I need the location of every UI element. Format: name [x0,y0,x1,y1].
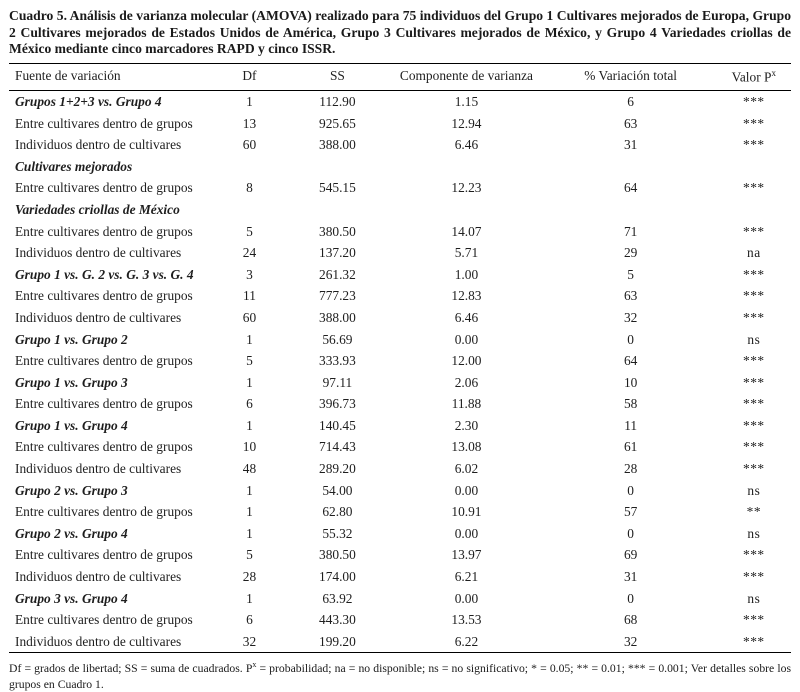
cell-componente-de-varianza: 13.08 [451,439,482,455]
cell-df: 1 [246,590,253,606]
cell-df: 8 [246,180,253,196]
cell-valor-p: *** [743,396,765,412]
cell-fuente-de-variacion: Entre cultivares dentro de grupos [15,396,193,412]
cell-valor-p: ns [747,482,761,498]
cell-ss: 140.45 [319,417,356,433]
cell-valor-p: *** [743,461,765,477]
cell-fuente-de-variacion: Entre cultivares dentro de grupos [15,288,193,304]
cell-fuente-de-variacion: Grupo 3 vs. Grupo 4 [15,590,128,606]
cell-valor-p: ns [747,590,761,606]
cell-df: 5 [246,353,253,369]
cell-ss: 261.32 [319,266,356,282]
cell-fuente-de-variacion: Grupo 1 vs. G. 2 vs. G. 3 vs. G. 4 [15,266,194,282]
column-header-pct-variacion-total: % Variación total [545,63,717,90]
cell-componente-de-varianza: 14.07 [451,223,482,239]
table-row [9,177,791,199]
cell-pct-variacion-total: 58 [623,396,638,412]
table-row [9,221,791,243]
cell-fuente-de-variacion: Individuos dentro de cultivares [15,461,182,477]
cell-ss: 62.80 [322,504,353,520]
cell-valor-p [717,199,791,221]
cell-componente-de-varianza: 6.46 [454,137,479,153]
cell-df: 5 [246,547,253,563]
table-row [9,415,791,437]
cell-fuente-de-variacion: Grupo 2 vs. Grupo 3 [15,482,128,498]
cell-df: 1 [246,331,253,347]
cell-ss: 380.50 [319,223,356,239]
table-row [9,458,791,480]
cell-pct-variacion-total: 5 [627,266,634,282]
cell-fuente-de-variacion: Grupos 1+2+3 vs. Grupo 4 [15,93,162,109]
cell-valor-p: *** [743,439,765,455]
cell-fuente-de-variacion: Individuos dentro de cultivares [15,137,182,153]
table-row [9,242,791,264]
cell-pct-variacion-total: 57 [623,504,638,520]
table-row [9,156,791,178]
cell-valor-p: *** [743,223,765,239]
table-row [9,350,791,372]
valor-p-superscript: x [771,67,776,78]
cell-ss [287,156,389,178]
cell-ss: 388.00 [319,137,356,153]
cell-df: 1 [246,374,253,390]
table-caption [9,8,791,58]
cell-df [212,156,286,178]
cell-df: 28 [242,569,257,585]
cell-componente-de-varianza: 2.30 [454,417,479,433]
column-header-valor-p [717,63,791,90]
cell-fuente-de-variacion: Variedades criollas de México [15,201,180,217]
table-row [9,631,791,653]
cell-componente-de-varianza: 13.53 [451,612,482,628]
cell-ss: 97.11 [322,374,353,390]
cell-df: 5 [246,223,253,239]
table-row [9,544,791,566]
cell-ss: 714.43 [319,439,356,455]
cell-df: 32 [212,631,286,653]
cell-ss: 112.90 [319,93,356,109]
cell-valor-p: *** [743,417,765,433]
cell-df: 3 [246,266,253,282]
cell-pct-variacion-total [545,199,717,221]
cell-ss [287,199,389,221]
cell-fuente-de-variacion: Entre cultivares dentro de grupos [15,547,193,563]
cell-fuente-de-variacion: Entre cultivares dentro de grupos [15,115,193,131]
cell-fuente-de-variacion: Entre cultivares dentro de grupos [15,353,193,369]
cell-pct-variacion-total: 0 [627,482,634,498]
table-row [9,113,791,135]
cell-componente-de-varianza: 6.02 [454,461,479,477]
cell-pct-variacion-total: 11 [624,417,638,433]
cell-valor-p: *** [743,569,765,585]
cell-df: 60 [242,137,257,153]
column-header-df: Df [212,63,286,90]
cell-componente-de-varianza: 1.00 [454,266,479,282]
cell-fuente-de-variacion: Cultivares mejorados [15,158,133,174]
cell-pct-variacion-total [545,156,717,178]
cell-df: 48 [242,461,257,477]
cell-componente-de-varianza: 0.00 [454,590,479,606]
cell-componente-de-varianza: 12.23 [451,180,482,196]
cell-df: 1 [246,482,253,498]
cell-pct-variacion-total: 64 [623,353,638,369]
cell-valor-p: *** [743,353,765,369]
cell-df: 6 [246,612,253,628]
cell-df: 60 [242,309,257,325]
cell-componente-de-varianza: 6.46 [454,309,479,325]
cell-pct-variacion-total: 6 [627,93,634,109]
cell-df: 24 [242,245,257,261]
cell-ss: 63.92 [322,590,353,606]
cell-pct-variacion-total: 31 [623,137,638,153]
cell-pct-variacion-total: 32 [545,631,717,653]
column-header-componente-de-varianza: Componente de varianza [388,63,544,90]
amova-table-body [9,90,791,652]
cell-pct-variacion-total: 0 [627,525,634,541]
cell-componente-de-varianza [388,199,544,221]
table-row [9,307,791,329]
cell-ss: 777.23 [319,288,356,304]
cell-df: 6 [246,396,253,412]
cell-df: 10 [242,439,257,455]
table-row [9,436,791,458]
table-row [9,393,791,415]
cell-valor-p: *** [743,266,765,282]
cell-ss: 333.93 [319,353,356,369]
cell-componente-de-varianza: 12.00 [451,353,482,369]
cell-fuente-de-variacion: Individuos dentro de cultivares [15,245,182,261]
cell-componente-de-varianza: 0.00 [454,482,479,498]
cell-componente-de-varianza: 10.91 [451,504,482,520]
cell-valor-p: *** [743,115,765,131]
table-footnote [9,657,791,691]
cell-ss: 443.30 [319,612,356,628]
cell-ss: 56.69 [322,331,353,347]
cell-ss: 289.20 [319,461,356,477]
cell-df: 1 [246,525,253,541]
column-header-fuente-de-variacion: Fuente de variación [9,63,212,90]
cell-valor-p: *** [743,547,765,563]
header-row [9,63,791,90]
cell-df: 1 [246,504,253,520]
cell-pct-variacion-total: 0 [627,331,634,347]
cell-fuente-de-variacion: Entre cultivares dentro de grupos [15,223,193,239]
cell-ss: 137.20 [319,245,356,261]
cell-pct-variacion-total: 10 [623,374,638,390]
cell-fuente-de-variacion: Entre cultivares dentro de grupos [15,180,193,196]
cell-ss: 174.00 [319,569,356,585]
cell-componente-de-varianza: 6.21 [454,569,479,585]
table-row [9,372,791,394]
footnote-part2: = probabilidad; na = no disponible; ns = no significativo; * = 0.05; ** = 0.01; *** = 0.001; Ver detalles sobre los grupos en Cuadro 1. [9,662,792,691]
column-header-ss: SS [287,63,389,90]
cell-fuente-de-variacion: Individuos dentro de cultivares [15,569,182,585]
cell-componente-de-varianza [388,156,544,178]
cell-ss: 396.73 [319,396,356,412]
table-row [9,609,791,631]
cell-ss: 380.50 [319,547,356,563]
footnote-part1: Df = grados de libertad; SS = suma de cuadrados. P [9,662,253,676]
cell-fuente-de-variacion: Grupo 1 vs. Grupo 4 [15,417,128,433]
cell-pct-variacion-total: 31 [623,569,638,585]
cell-componente-de-varianza: 12.94 [451,115,482,131]
cell-valor-p: *** [743,309,765,325]
cell-pct-variacion-total: 71 [623,223,638,239]
cell-ss: 54.00 [322,482,353,498]
cell-componente-de-varianza: 0.00 [454,331,479,347]
cell-valor-p: *** [717,631,791,653]
cell-ss: 545.15 [319,180,356,196]
cell-pct-variacion-total: 61 [623,439,638,455]
footnote-p-superscript: x [252,660,257,670]
cell-pct-variacion-total: 29 [623,245,638,261]
cell-fuente-de-variacion: Entre cultivares dentro de grupos [15,439,193,455]
cell-fuente-de-variacion: Individuos dentro de cultivares [15,309,182,325]
cell-df: 11 [243,288,256,304]
cell-fuente-de-variacion: Grupo 1 vs. Grupo 2 [15,331,128,347]
cell-df: 13 [242,115,257,131]
table-row [9,480,791,502]
cell-valor-p: *** [743,180,765,196]
cell-valor-p: *** [743,288,765,304]
cell-pct-variacion-total: 63 [623,115,638,131]
cell-valor-p: *** [743,374,765,390]
cell-fuente-de-variacion: Grupo 2 vs. Grupo 4 [15,525,128,541]
cell-valor-p: na [747,245,761,261]
table-row [9,285,791,307]
table-row [9,523,791,545]
cell-pct-variacion-total: 63 [623,288,638,304]
cell-fuente-de-variacion: Entre cultivares dentro de grupos [15,612,193,628]
cell-valor-p: ns [747,331,761,347]
table-row [9,134,791,156]
cell-pct-variacion-total: 69 [623,547,638,563]
table-row [9,501,791,523]
cell-fuente-de-variacion: Individuos dentro de cultivares [9,631,212,653]
cell-componente-de-varianza: 1.15 [454,93,479,109]
cell-pct-variacion-total: 32 [623,309,638,325]
cell-ss: 925.65 [319,115,356,131]
cell-valor-p: *** [743,612,765,628]
amova-table [9,63,791,654]
table-caption-text: Cuadro 5. Análisis de varianza molecular (AMOVA) realizado para 75 individuos del Grupo 1 Cultivares mejorados de Europa, Grupo 2 Cultivares mejorados de Estados Unidos de América, Grupo 3 Cultivares mejorados de México, y Grupo 4 Variedades criollas de México mediante cinco marcadores RAPD y cinco ISSR. [9,8,791,56]
table-row [9,90,791,112]
valor-p-base: Valor P [731,68,772,84]
cell-componente-de-varianza: 2.06 [454,374,479,390]
cell-componente-de-varianza: 5.71 [454,245,479,261]
cell-pct-variacion-total: 28 [623,461,638,477]
table-row [9,566,791,588]
table-row [9,329,791,351]
cell-valor-p: *** [743,93,765,109]
cell-pct-variacion-total: 0 [627,590,634,606]
cell-componente-de-varianza: 0.00 [454,525,479,541]
cell-valor-p: ns [747,525,761,541]
cell-ss: 55.32 [322,525,353,541]
cell-df: 1 [246,93,253,109]
cell-df [212,199,286,221]
cell-ss: 199.20 [287,631,389,653]
table-row [9,199,791,221]
cell-df: 1 [246,417,253,433]
cell-componente-de-varianza: 12.83 [451,288,482,304]
cell-valor-p [717,156,791,178]
cell-valor-p: ** [746,504,762,520]
cell-componente-de-varianza: 6.22 [388,631,544,653]
cell-fuente-de-variacion: Grupo 1 vs. Grupo 3 [15,374,128,390]
table-row [9,588,791,610]
cell-pct-variacion-total: 64 [623,180,638,196]
cell-componente-de-varianza: 13.97 [451,547,482,563]
cell-pct-variacion-total: 68 [623,612,638,628]
cell-valor-p: *** [743,137,765,153]
table-row [9,264,791,286]
cell-ss: 388.00 [319,309,356,325]
cell-componente-de-varianza: 11.88 [451,396,482,412]
cell-fuente-de-variacion: Entre cultivares dentro de grupos [15,504,193,520]
